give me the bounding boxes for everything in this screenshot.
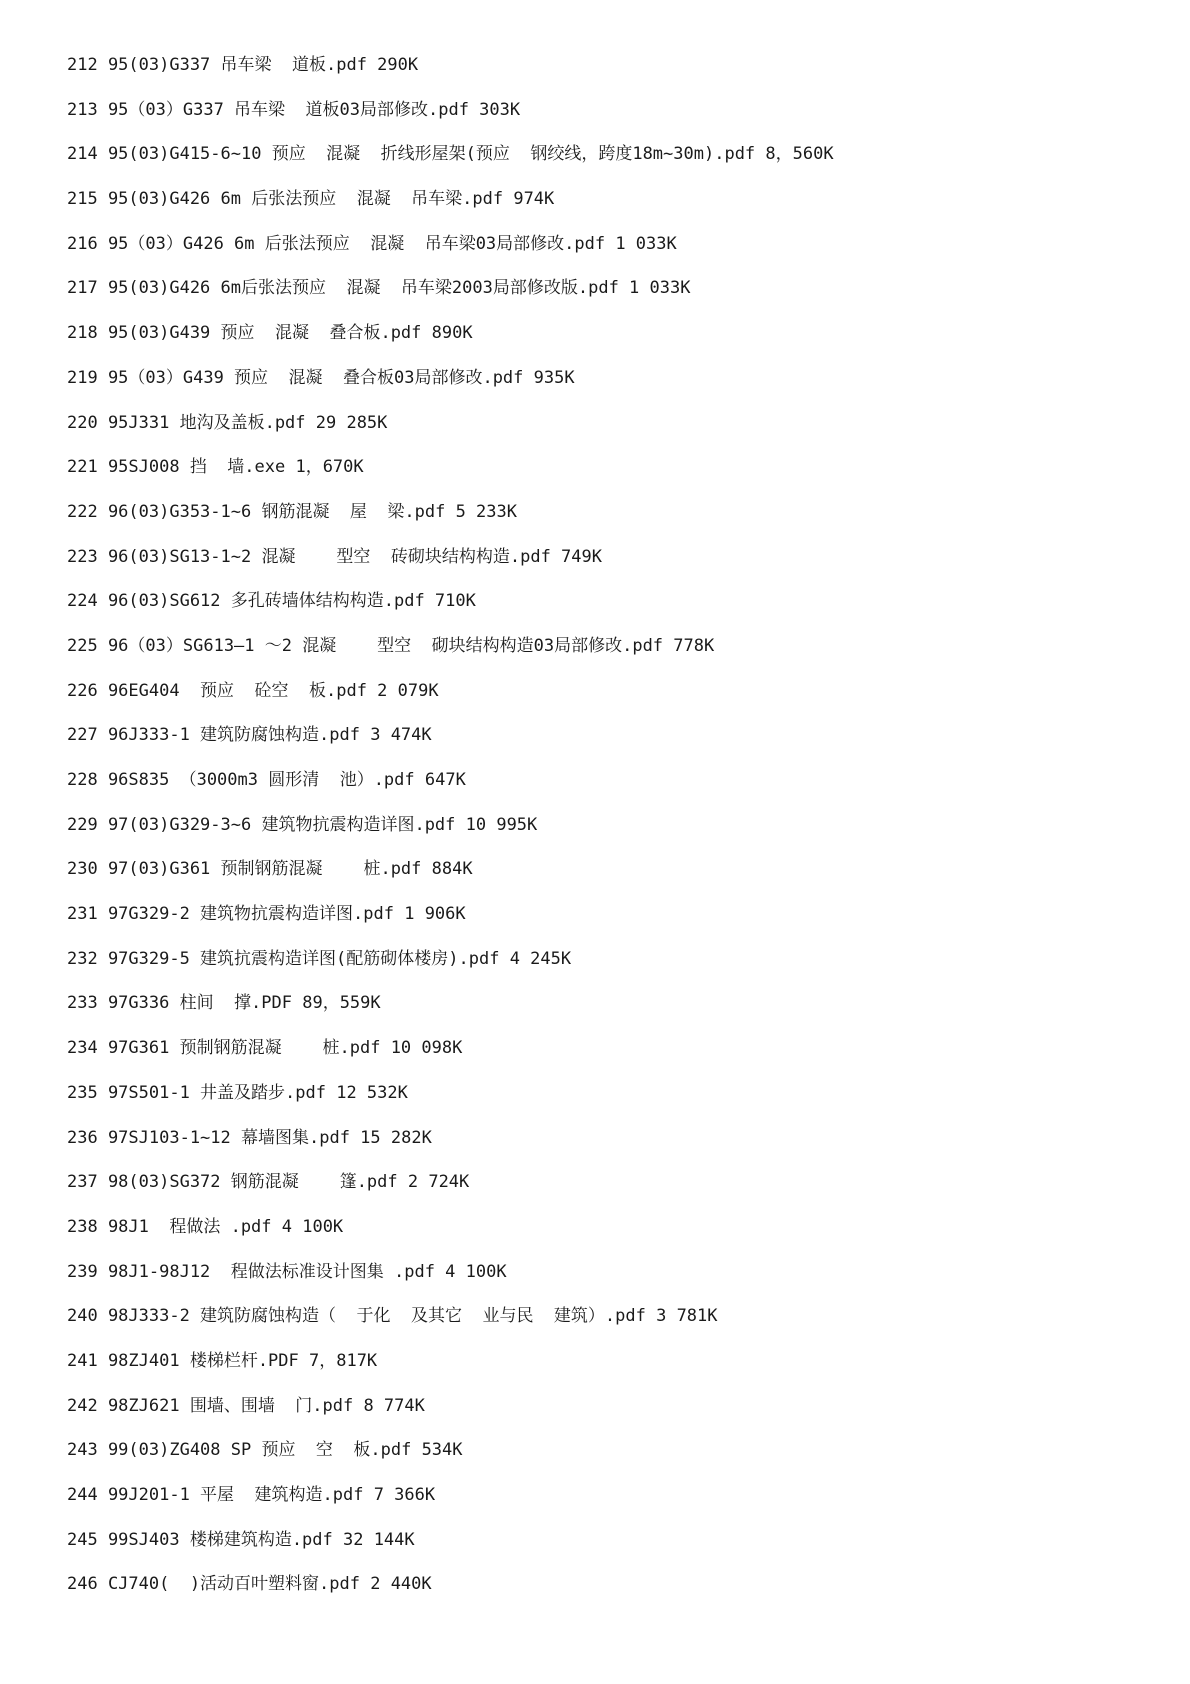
list-item: 240 98J333-2 建筑防腐蚀构造（ 于化 及其它 业与民 建筑）.pdf 3 781K <box>67 1306 718 1327</box>
list-item: 212 95(03)G337 吊车梁 道板.pdf 290K <box>67 55 419 75</box>
list-item: 227 96J333-1 建筑防腐蚀构造.pdf 3 474K <box>67 725 432 746</box>
list-item: 217 95(03)G426 6m后张法预应 混凝 吊车梁2003局部修改版.pdf 1 033K <box>67 278 691 299</box>
list-item: 236 97SJ103-1~12 幕墙图集.pdf 15 282K <box>67 1127 432 1148</box>
list-item: 222 96(03)G353-1~6 钢筋混凝 屋 梁.pdf 5 233K <box>67 501 517 522</box>
list-item: 224 96(03)SG612 多孔砖墙体结构构造.pdf 710K <box>67 591 476 612</box>
list-item: 245 99SJ403 楼梯建筑构造.pdf 32 144K <box>67 1529 415 1550</box>
list-item: 238 98J1 程做法 .pdf 4 100K <box>67 1216 344 1237</box>
list-item: 246 CJ740( )活动百叶塑料窗.pdf 2 440K <box>67 1574 432 1595</box>
list-item: 235 97S501-1 井盖及踏步.pdf 12 532K <box>67 1082 408 1103</box>
list-item: 218 95(03)G439 预应 混凝 叠合板.pdf 890K <box>67 323 473 344</box>
list-item: 241 98ZJ401 楼梯栏杆.PDF 7，817K <box>67 1350 378 1371</box>
list-item: 237 98(03)SG372 钢筋混凝 篷.pdf 2 724K <box>67 1172 470 1193</box>
list-item: 216 95（03）G426 6m 后张法预应 混凝 吊车梁03局部修改.pdf 1 033K <box>67 233 677 254</box>
list-item: 229 97(03)G329-3~6 建筑物抗震构造详图.pdf 10 995K <box>67 814 538 835</box>
list-item: 231 97G329-2 建筑物抗震构造详图.pdf 1 906K <box>67 904 466 925</box>
list-item: 213 95（03）G337 吊车梁 道板03局部修改.pdf 303K <box>67 99 521 120</box>
list-item: 221 95SJ008 挡 墙.exe 1，670K <box>67 457 364 478</box>
list-item: 214 95(03)G415-6~10 预应 混凝 折线形屋架(预应 钢绞线，跨度18m~30m).pdf 8，560K <box>67 144 834 165</box>
list-item: 226 96EG404 预应 砼空 板.pdf 2 079K <box>67 680 439 701</box>
list-item: 228 96S835 （3000m3 圆形清 池）.pdf 647K <box>67 770 466 790</box>
list-item: 234 97G361 预制钢筋混凝 桩.pdf 10 098K <box>67 1038 463 1059</box>
list-item: 239 98J1-98J12 程做法标准设计图集 .pdf 4 100K <box>67 1261 507 1282</box>
list-item: 230 97(03)G361 预制钢筋混凝 桩.pdf 884K <box>67 859 473 880</box>
list-item: 233 97G336 柱间 撑.PDF 89，559K <box>67 993 381 1014</box>
list-item: 242 98ZJ621 围墙、围墙 门.pdf 8 774K <box>67 1395 425 1416</box>
list-item: 223 96(03)SG13-1~2 混凝 型空 砖砌块结构构造.pdf 749K <box>67 546 602 567</box>
list-item: 244 99J201-1 平屋 建筑构造.pdf 7 366K <box>67 1485 436 1505</box>
list-item: 219 95（03）G439 预应 混凝 叠合板03局部修改.pdf 935K <box>67 367 575 388</box>
list-item: 243 99(03)ZG408 SP 预应 空 板.pdf 534K <box>67 1440 463 1461</box>
list-item: 215 95(03)G426 6m 后张法预应 混凝 吊车梁.pdf 974K <box>67 189 555 210</box>
list-item: 225 96（03）SG613—1 ～2 混凝 型空 砌块结构构造03局部修改.pdf 778K <box>67 635 715 656</box>
list-item: 220 95J331 地沟及盖板.pdf 29 285K <box>67 412 388 433</box>
file-list <box>67 54 1147 1618</box>
list-item: 232 97G329-5 建筑抗震构造详图(配筋砌体楼房).pdf 4 245K <box>67 948 572 969</box>
